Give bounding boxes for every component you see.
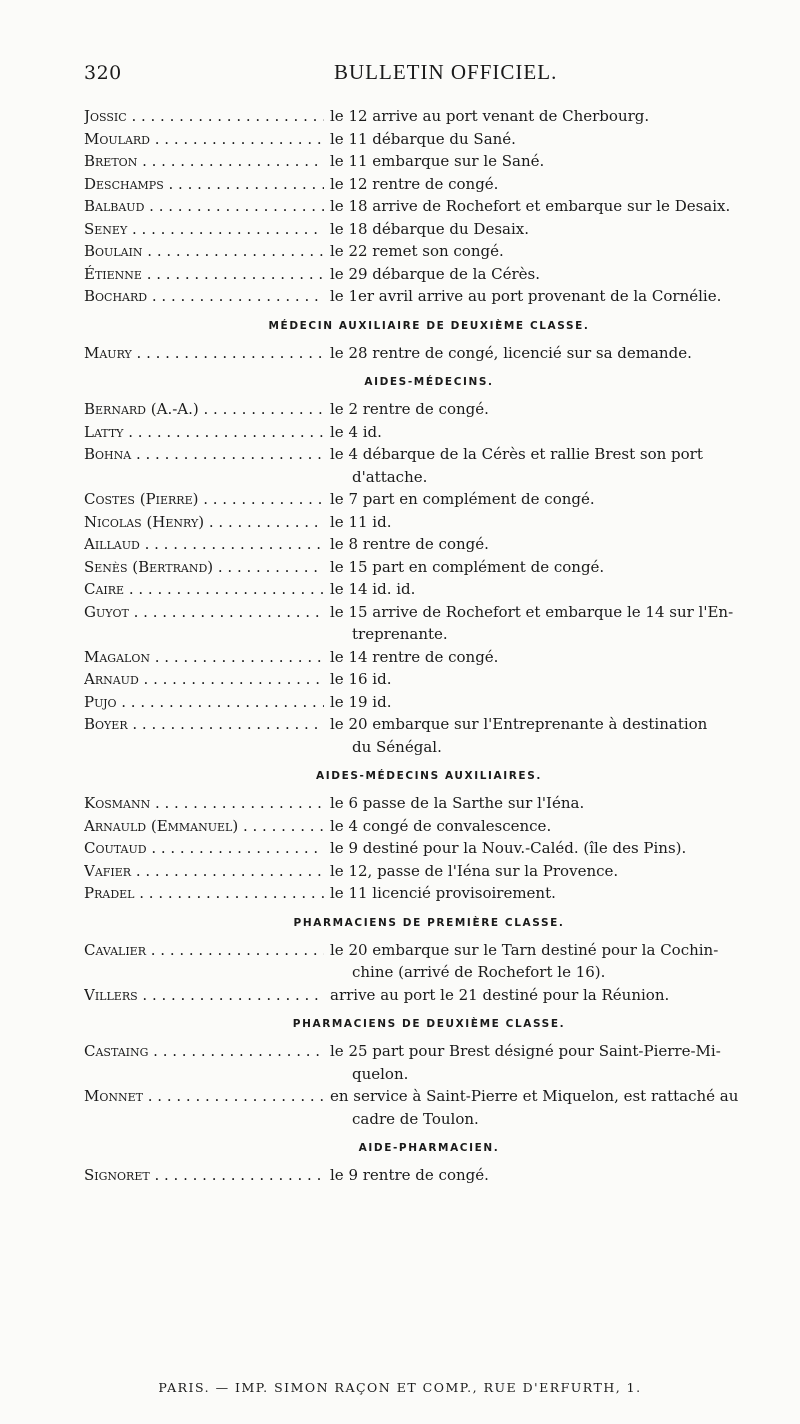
movement-text — [324, 939, 774, 984]
officer-name: Pujo . . . — [84, 691, 324, 714]
movement-continuation: d'attache. — [352, 467, 428, 486]
officer-name: Arnaud . . . — [84, 668, 324, 691]
movement-text — [324, 1040, 774, 1085]
personnel-entry — [84, 263, 774, 286]
personnel-entry — [84, 646, 774, 669]
movement-continuation: quelon. — [352, 1064, 409, 1083]
movement-line: le 20 embarque sur le Tarn destiné pour la Cochin- — [330, 940, 719, 959]
section-heading: PHARMACIENS DE PREMIÈRE CLASSE. — [293, 916, 565, 929]
printer-imprint: PARIS. — IMP. SIMON RAÇON ET COMP., RUE D'ERFURTH, 1. — [158, 1380, 642, 1395]
movement-line: le 12, passe de l'Iéna sur la Provence. — [330, 861, 619, 880]
movement-line: le 14 id. id. — [330, 580, 416, 598]
page — [84, 60, 774, 1187]
movement-text — [324, 218, 774, 241]
movement-continuation: cadre de Toulon. — [352, 1109, 479, 1128]
personnel-entry — [84, 882, 774, 905]
movement-text — [324, 443, 774, 488]
personnel-entry — [84, 105, 774, 128]
personnel-entry — [84, 556, 774, 579]
movement-text — [324, 815, 774, 838]
movement-line: le 14 rentre de congé. — [330, 647, 499, 666]
officer-name: Kosmann . . . — [84, 792, 324, 815]
officer-name: Monnet . . . — [84, 1085, 324, 1130]
movement-line: le 6 passe de la Sarthe sur l'Iéna. — [330, 794, 585, 812]
movement-line: le 11 débarque du Sané. — [330, 129, 516, 148]
officer-name: Senès (Bertrand) . . . — [84, 556, 324, 579]
movement-text — [324, 646, 774, 669]
movement-text — [324, 556, 774, 579]
officer-name: Moulard . . . — [84, 128, 324, 151]
movement-text — [324, 128, 774, 151]
movement-text — [324, 837, 774, 860]
officer-name: Magalon . . . — [84, 646, 324, 669]
movement-line: le 11 licencié provisoirement. — [330, 884, 556, 902]
movement-line: le 20 embarque sur l'Entreprenante à destination — [330, 715, 708, 733]
officer-name: Vafier . . . — [84, 860, 324, 883]
officer-name: Boyer . . . — [84, 713, 324, 758]
personnel-entry — [84, 939, 774, 984]
movement-line: le 18 débarque du Desaix. — [330, 219, 529, 238]
movement-text — [324, 713, 774, 758]
personnel-entry — [84, 668, 774, 691]
movement-text — [324, 150, 774, 173]
movement-continuation: treprenante. — [352, 625, 448, 643]
section-heading: AIDE-PHARMACIEN. — [358, 1142, 500, 1154]
officer-name: Bernard (A.-A.) . . . — [84, 398, 324, 421]
movement-line: le 4 débarque de la Cérès et rallie Brest son port — [330, 445, 703, 463]
personnel-entry — [84, 601, 774, 646]
personnel-entry — [84, 128, 774, 151]
personnel-entry — [84, 511, 774, 534]
movement-line: le 1er avril arrive au port provenant de la Cornélie. — [330, 287, 722, 305]
movement-text — [324, 342, 774, 365]
movement-line: le 9 rentre de congé. — [330, 1166, 489, 1184]
movement-line: le 15 part en complément de congé. — [330, 557, 605, 576]
personnel-entry — [84, 815, 774, 838]
page-header — [84, 60, 774, 85]
movement-continuation: chine (arrivé de Rochefort le 16). — [352, 963, 606, 981]
movement-line: le 12 arrive au port venant de Cherbourg. — [330, 107, 650, 125]
officer-name: Deschamps . . . — [84, 173, 324, 196]
personnel-entry — [84, 443, 774, 488]
movement-text — [324, 984, 774, 1007]
movement-line: le 8 rentre de congé. — [330, 535, 489, 553]
personnel-entry — [84, 1040, 774, 1085]
personnel-entry — [84, 150, 774, 173]
movement-line: le 7 part en complément de congé. — [330, 490, 595, 508]
movement-line: le 19 id. — [330, 692, 392, 711]
section-heading: AIDES-MÉDECINS. — [364, 376, 494, 388]
movement-line: le 9 destiné pour la Nouv.-Caléd. (île des Pins). — [330, 839, 687, 857]
officer-name: Étienne . . . — [84, 263, 324, 286]
section-heading: PHARMACIENS DE DEUXIÈME CLASSE. — [292, 1018, 566, 1030]
movement-text — [324, 105, 774, 128]
officer-name: Nicolas (Henry) . . . — [84, 511, 324, 534]
movement-line: le 2 rentre de congé. — [330, 400, 489, 418]
movement-text — [324, 601, 774, 646]
officer-name: Castaing . . . — [84, 1040, 324, 1085]
officer-name: Coutaud . . . — [84, 837, 324, 860]
officer-name: Pradel . . . — [84, 882, 324, 905]
personnel-entry — [84, 285, 774, 308]
movement-text — [324, 1164, 774, 1187]
officer-name: Bochard . . . — [84, 285, 324, 308]
personnel-entry — [84, 860, 774, 883]
movement-text — [324, 533, 774, 556]
movement-line: le 16 id. — [330, 670, 392, 688]
personnel-entry — [84, 398, 774, 421]
officer-name: Arnauld (Emmanuel) . . . — [84, 815, 324, 838]
personnel-entry — [84, 488, 774, 511]
officer-name: Balbaud . . . — [84, 195, 324, 218]
officer-name: Caire . . . — [84, 578, 324, 601]
officer-name: Aillaud . . . — [84, 533, 324, 556]
section-heading: MÉDECIN AUXILIAIRE DE DEUXIÈME CLASSE. — [268, 319, 590, 332]
officer-name: Costes (Pierre) . . . — [84, 488, 324, 511]
personnel-entry — [84, 342, 774, 365]
document-body — [84, 105, 774, 1187]
movement-line: le 22 remet son congé. — [330, 242, 504, 260]
officer-name: Bohna . . . — [84, 443, 324, 488]
officer-name: Guyot . . . — [84, 601, 324, 646]
personnel-entry — [84, 195, 774, 218]
officer-name: Villers . . . — [84, 984, 324, 1007]
movement-text — [324, 263, 774, 286]
movement-line: le 25 part pour Brest désigné pour Saint-Pierre-Mi- — [330, 1042, 721, 1060]
movement-line: en service à Saint-Pierre et Miquelon, est rattaché au — [330, 1087, 739, 1105]
officer-name: Latty . . . — [84, 421, 324, 444]
movement-text — [324, 1085, 774, 1130]
movement-text — [324, 240, 774, 263]
movement-line: le 29 débarque de la Cérès. — [330, 264, 541, 283]
personnel-entry — [84, 691, 774, 714]
section-heading: AIDES-MÉDECINS AUXILIAIRES. — [316, 770, 542, 782]
movement-line: le 11 id. — [330, 512, 392, 531]
officer-name: Signoret . . . — [84, 1164, 324, 1187]
movement-text — [324, 421, 774, 444]
movement-line: le 4 id. — [330, 422, 382, 441]
movement-text — [324, 488, 774, 511]
personnel-entry — [84, 1085, 774, 1130]
movement-text — [324, 882, 774, 905]
movement-text — [324, 860, 774, 883]
personnel-entry — [84, 173, 774, 196]
movement-line: arrive au port le 21 destiné pour la Réunion. — [330, 985, 670, 1004]
movement-continuation: du Sénégal. — [352, 737, 442, 756]
personnel-entry — [84, 240, 774, 263]
movement-line: le 11 embarque sur le Sané. — [330, 152, 545, 170]
movement-text — [324, 792, 774, 815]
personnel-entry — [84, 218, 774, 241]
movement-text — [324, 398, 774, 421]
officer-name: Jossic . . . — [84, 105, 324, 128]
officer-name: Maury . . . — [84, 342, 324, 365]
officer-name: Cavalier . . . — [84, 939, 324, 984]
personnel-entry — [84, 578, 774, 601]
movement-text — [324, 668, 774, 691]
running-title: BULLETIN OFFICIEL. — [334, 60, 558, 84]
movement-text — [324, 173, 774, 196]
personnel-entry — [84, 1164, 774, 1187]
movement-text — [324, 578, 774, 601]
movement-text — [324, 285, 774, 308]
movement-line: le 12 rentre de congé. — [330, 174, 499, 193]
officer-name: Seney . . . — [84, 218, 324, 241]
personnel-entry — [84, 837, 774, 860]
movement-line: le 28 rentre de congé, licencié sur sa demande. — [330, 343, 692, 362]
movement-line: le 18 arrive de Rochefort et embarque sur le Desaix. — [330, 197, 731, 215]
personnel-entry — [84, 792, 774, 815]
personnel-entry — [84, 984, 774, 1007]
movement-text — [324, 691, 774, 714]
movement-line: le 4 congé de convalescence. — [330, 816, 552, 835]
officer-name: Breton . . . — [84, 150, 324, 173]
personnel-entry — [84, 713, 774, 758]
personnel-entry — [84, 421, 774, 444]
officer-name: Boulain . . . — [84, 240, 324, 263]
movement-text — [324, 195, 774, 218]
page-number: 320 — [84, 62, 122, 84]
movement-text — [324, 511, 774, 534]
personnel-entry — [84, 533, 774, 556]
movement-line: le 15 arrive de Rochefort et embarque le 14 sur l'En- — [330, 602, 734, 621]
